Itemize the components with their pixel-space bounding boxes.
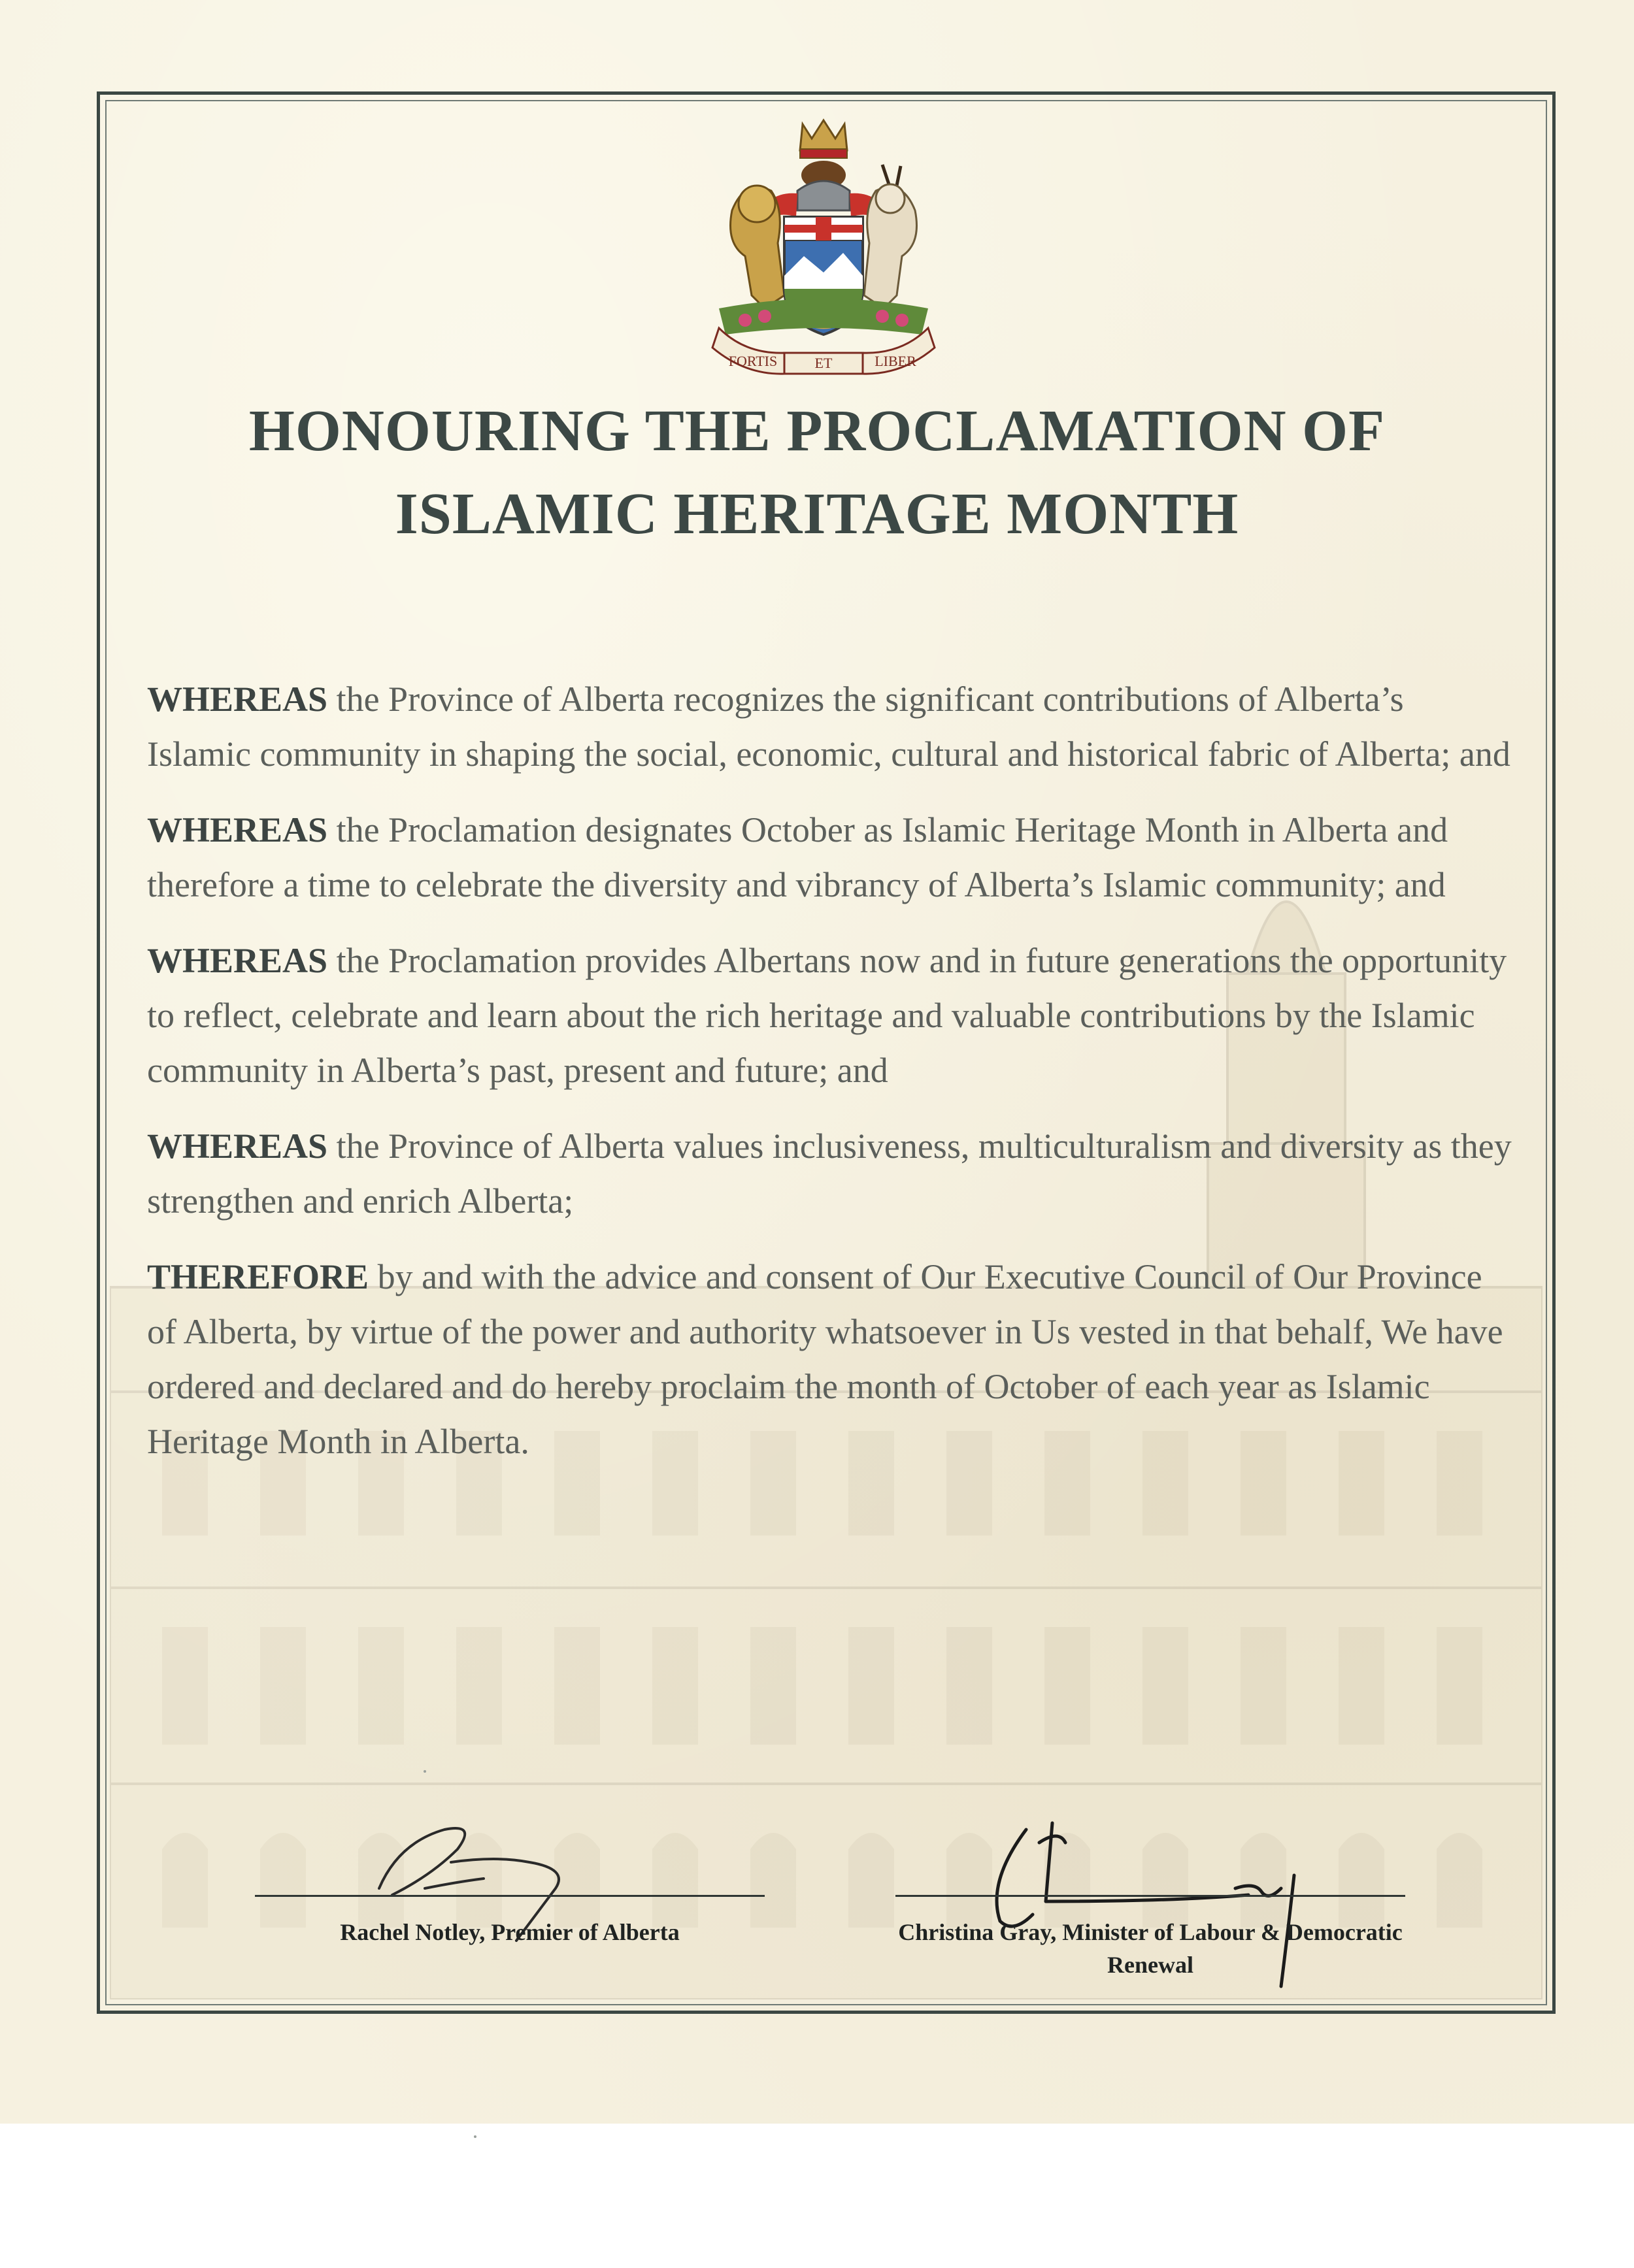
clause-text: the Province of Alberta values inclusiveness, multiculturalism and diversity as they strengthen and enrich Alberta; — [147, 1126, 1512, 1221]
clause-2 — [147, 802, 1513, 912]
proclamation-title-line-1: HONOURING THE PROCLAMATION OF — [248, 399, 1386, 463]
clause-keyword: THEREFORE — [147, 1257, 369, 1296]
clause-text: the Province of Alberta recognizes the significant contributions of Alberta’s Islamic community in shaping the social, economic, cultural and historical fabric of Alberta; and — [147, 680, 1510, 774]
clause-keyword: WHEREAS — [147, 810, 328, 849]
clause-keyword: WHEREAS — [147, 1126, 328, 1166]
signature-line — [895, 1895, 1405, 1897]
signatory-minister — [895, 1895, 1405, 1978]
motto-word-2: ET — [814, 355, 833, 371]
signatory-premier — [255, 1895, 765, 1973]
clause-text: by and with the advice and consent of Our Executive Council of Our Province of Alberta, by virtue of the power and authority whatsoever in Us vested in that behalf, We have ordered and declared and do hereby proclaim the month of October of each year as Islamic Heritage Month in Alberta. — [147, 1257, 1503, 1461]
clause-text: the Proclamation designates October as Islamic Heritage Month in Alberta and therefore a time to celebrate the diversity and vibrancy of Alberta’s Islamic community; and — [147, 810, 1448, 904]
motto-word-1: FORTIS — [728, 353, 778, 369]
signatory-name: Rachel Notley, Premier of Alberta — [340, 1919, 680, 1945]
clause-keyword: WHEREAS — [147, 941, 328, 980]
clause-text: the Proclamation provides Albertans now and in future generations the opportunity to reflect, celebrate and learn about the rich heritage and valuable contributions by the Islamic community in Alberta’s past, present and future; and — [147, 941, 1507, 1090]
clause-keyword: WHEREAS — [147, 680, 328, 719]
paper-speck — [474, 2135, 476, 2138]
paper-speck — [424, 1770, 426, 1773]
motto-word-3: LIBER — [875, 353, 916, 369]
clause-1 — [147, 672, 1513, 781]
clause-4 — [147, 1119, 1513, 1228]
clause-3 — [147, 933, 1513, 1098]
signatory-name: Christina Gray, Minister of Labour & Democratic Renewal — [898, 1919, 1403, 1978]
clause-5 — [147, 1249, 1513, 1469]
proclamation-title-line-2: ISLAMIC HERITAGE MONTH — [395, 482, 1239, 546]
signature-line — [255, 1895, 765, 1897]
proclamation-body — [147, 672, 1513, 1490]
alberta-coat-of-arms-icon — [693, 112, 954, 387]
